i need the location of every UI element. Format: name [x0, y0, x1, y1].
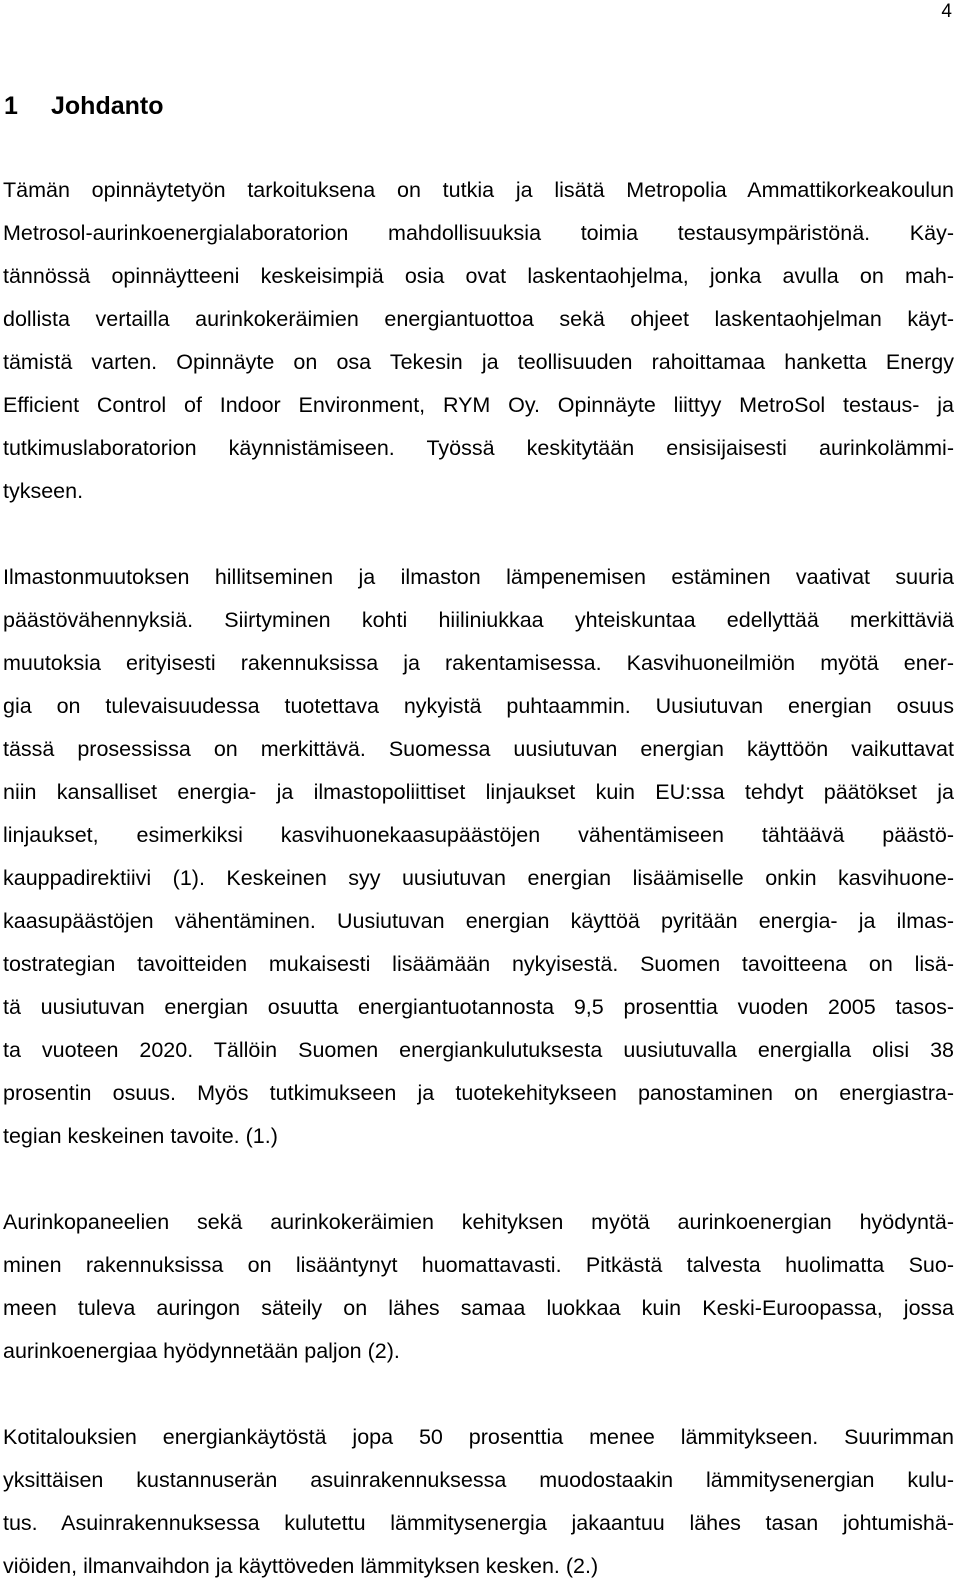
paragraph	[3, 1201, 954, 1373]
text-line: aurinkoenergiaa hyödynnetään paljon (2).	[3, 1339, 400, 1363]
text-line: Ilmastonmuutoksen hillitseminen ja ilmaston lämpenemisen estäminen vaativat suuria	[3, 565, 954, 589]
paragraph-gap	[3, 1373, 954, 1416]
text-line: ta vuoteen 2020. Tällöin Suomen energiankulutuksesta uusiutuvalla energialla olisi 38	[3, 1038, 954, 1062]
text-line: Aurinkopaneelien sekä aurinkokeräimien kehityksen myötä aurinkoenergian hyödyntä-	[3, 1210, 954, 1234]
text-line: Metrosol-aurinkoenergialaboratorion mahdollisuuksia toimia testausympäristönä. Käy-	[3, 221, 954, 245]
text-line: Efficient Control of Indoor Environment, RYM Oy. Opinnäyte liittyy MetroSol testaus- ja	[3, 393, 954, 417]
text-line: yksittäisen kustannuserän asuinrakennuksessa muodostaakin lämmitysenergian kulu-	[3, 1468, 954, 1492]
text-line: tus. Asuinrakennuksessa kulutettu lämmitysenergia jakaantuu lähes tasan johtumishä-	[3, 1511, 954, 1535]
page-number: 4	[941, 1, 952, 22]
text-line: muutoksia erityisesti rakennuksissa ja rakentamisessa. Kasvihuoneilmiön myötä ener-	[3, 651, 954, 675]
paragraph-gap	[3, 513, 954, 556]
paragraph	[3, 1416, 954, 1588]
text-line: meen tuleva auringon säteily on lähes samaa luokkaa kuin Keski-Euroopassa, jossa	[3, 1296, 954, 1320]
paragraph-gap	[3, 1158, 954, 1201]
text-line: tutkimuslaboratorion käynnistämiseen. Työssä keskitytään ensisijaisesti aurinkolämmi-	[3, 436, 954, 460]
text-line: tännössä opinnäytteeni keskeisimpiä osia ovat laskentaohjelma, jonka avulla on mah-	[3, 264, 954, 288]
chapter-title: Johdanto	[51, 92, 164, 120]
text-line: Kotitalouksien energiankäytöstä jopa 50 prosenttia menee lämmitykseen. Suurimman	[3, 1425, 954, 1449]
paragraph	[3, 169, 954, 513]
text-line: prosentin osuus. Myös tutkimukseen ja tuotekehitykseen panostaminen on energiastra-	[3, 1081, 954, 1105]
text-line: minen rakennuksissa on lisääntynyt huomattavasti. Pitkästä talvesta huolimatta Suo-	[3, 1253, 954, 1277]
text-line: gia on tulevaisuudessa tuotettava nykyistä puhtaammin. Uusiutuvan energian osuus	[3, 694, 954, 718]
text-line: kauppadirektiivi (1). Keskeinen syy uusiutuvan energian lisäämiselle onkin kasvihuone-	[3, 866, 954, 890]
text-line: tykseen.	[3, 479, 84, 503]
text-line: tä uusiutuvan energian osuutta energiantuotannosta 9,5 prosenttia vuoden 2005 tasos-	[3, 995, 954, 1019]
text-line: tässä prosessissa on merkittävä. Suomessa uusiutuvan energian käyttöön vaikuttavat	[3, 737, 954, 761]
text-line: Tämän opinnäytetyön tarkoituksena on tutkia ja lisätä Metropolia Ammattikorkeakoulun	[3, 178, 954, 202]
chapter-heading	[4, 88, 164, 124]
text-line: linjaukset, esimerkiksi kasvihuonekaasupäästöjen vähentämiseen tähtäävä päästö-	[3, 823, 954, 847]
text-line: dollista vertailla aurinkokeräimien energiantuottoa sekä ohjeet laskentaohjelman käyt-	[3, 307, 954, 331]
text-line: viöiden, ilmanvaihdon ja käyttöveden lämmityksen kesken. (2.)	[3, 1554, 599, 1578]
chapter-number: 1	[4, 92, 18, 120]
paragraph	[3, 556, 954, 1158]
text-line: päästövähennyksiä. Siirtyminen kohti hiiliniukkaa yhteiskuntaa edellyttää merkittäviä	[3, 608, 954, 632]
text-line: tämistä varten. Opinnäyte on osa Tekesin ja teollisuuden rahoittamaa hanketta Energy	[3, 350, 954, 374]
text-line: kaasupäästöjen vähentäminen. Uusiutuvan energian käyttöä pyritään energia- ja ilmas-	[3, 909, 954, 933]
body-text	[3, 169, 954, 1588]
text-line: tostrategian tavoitteiden mukaisesti lisäämään nykyisestä. Suomen tavoitteena on lisä-	[3, 952, 954, 976]
text-line: tegian keskeinen tavoite. (1.)	[3, 1124, 278, 1148]
text-line: niin kansalliset energia- ja ilmastopoliittiset linjaukset kuin EU:ssa tehdyt päätökset ja	[3, 780, 954, 804]
